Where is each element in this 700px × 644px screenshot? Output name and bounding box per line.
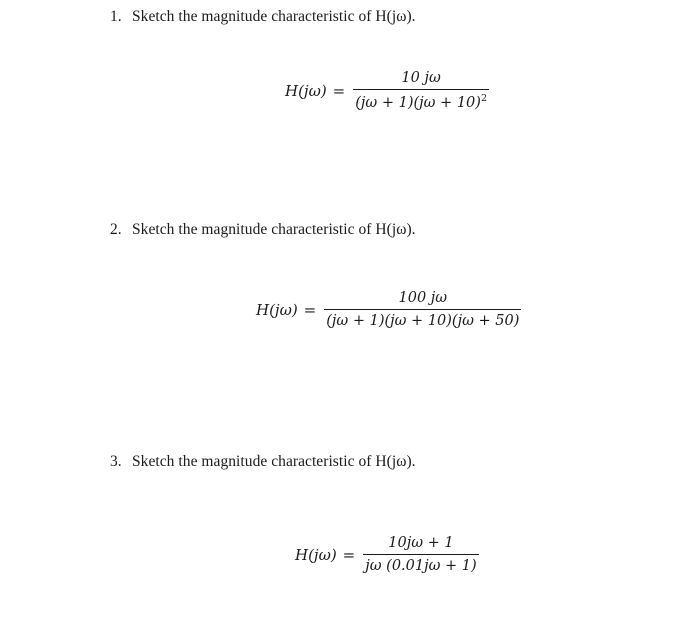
problem-2-equals: = — [303, 300, 317, 319]
problem-1-heading — [110, 8, 416, 26]
problem-2-heading — [110, 221, 416, 239]
problem-1-number: 1. — [110, 8, 122, 25]
problem-2-equation — [256, 290, 521, 329]
problem-3-heading — [110, 453, 416, 471]
problem-3-number: 3. — [110, 453, 122, 470]
problem-3-numerator: 10jω + 1 — [388, 535, 454, 551]
problem-3-equals: = — [342, 545, 356, 564]
problem-2-number: 2. — [110, 221, 122, 238]
problem-3-equation — [295, 535, 479, 574]
problem-1-text: Sketch the magnitude characteristic of H(jω). — [132, 8, 416, 25]
problem-1-numerator: 10 jω — [401, 70, 441, 86]
problem-3-denominator: jω (0.01jω + 1) — [365, 558, 477, 575]
problem-2-fraction — [324, 290, 521, 329]
problem-1-denominator-group — [353, 90, 489, 111]
problem-2-text: Sketch the magnitude characteristic of H(jω). — [132, 221, 416, 238]
problem-2-denominator: (jω + 1)(jω + 10)(jω + 50) — [326, 313, 520, 330]
problem-3-text: Sketch the magnitude characteristic of H(jω). — [132, 453, 416, 470]
problem-1-fraction — [353, 70, 489, 111]
problem-1-denominator: (jω + 1)(jω + 10) — [355, 95, 481, 112]
problem-1-equals: = — [332, 81, 346, 100]
problem-2-lhs: H(jω) — [256, 300, 298, 319]
problem-3-fraction — [363, 535, 478, 574]
problem-2-numerator: 100 jω — [398, 290, 448, 306]
problem-1-denominator-exponent: 2 — [480, 93, 487, 105]
problem-3-lhs: H(jω) — [295, 545, 337, 564]
problem-1-equation — [285, 70, 489, 111]
problem-1-lhs: H(jω) — [285, 81, 327, 100]
